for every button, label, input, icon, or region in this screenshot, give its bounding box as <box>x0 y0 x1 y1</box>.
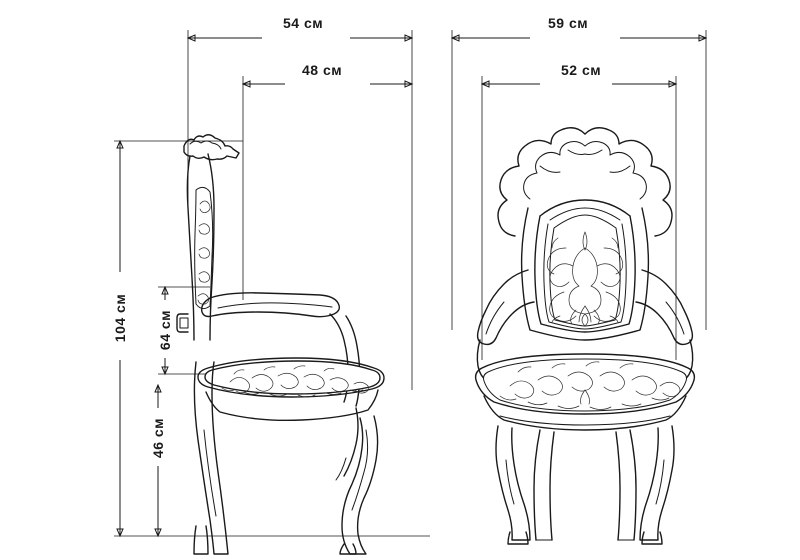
label-side-total-width: 54 см <box>283 15 324 31</box>
front-view-chair <box>440 120 730 560</box>
label-front-seat-width: 52 см <box>561 62 602 78</box>
back-ornament-side <box>198 201 210 304</box>
label-total-height: 104 см <box>112 293 128 343</box>
label-seat-height: 46 см <box>150 417 166 459</box>
label-front-total-width: 59 см <box>548 15 589 31</box>
label-side-seat-width: 48 см <box>302 62 343 78</box>
label-back-height: 64 см <box>157 309 173 351</box>
